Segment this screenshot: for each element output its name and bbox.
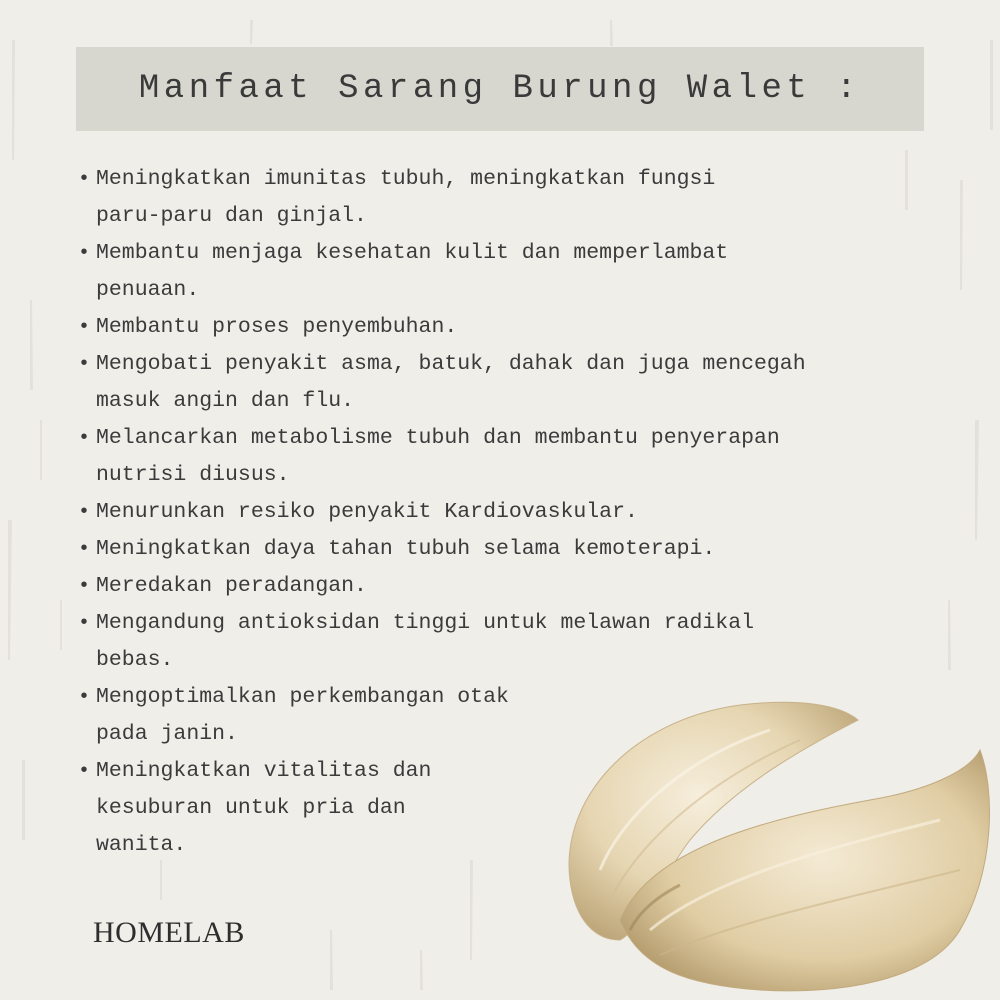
benefit-text: Mengobati penyakit asma, batuk, dahak dan juga mencegah (96, 352, 806, 376)
bullet-icon: • (77, 760, 90, 783)
bullet-icon: • (77, 353, 90, 376)
bullet-icon: • (77, 501, 90, 524)
title-banner (76, 47, 924, 131)
bullet-icon: • (77, 575, 90, 598)
benefit-text: Meningkatkan imunitas tubuh, meningkatkan fungsi (96, 167, 716, 191)
benefit-text: penuaan. (96, 278, 200, 302)
benefit-text: Melancarkan metabolisme tubuh dan membantu penyerapan (96, 426, 780, 450)
benefit-item (77, 235, 926, 309)
benefit-text: Membantu menjaga kesehatan kulit dan memperlambat (96, 241, 729, 265)
benefit-item (77, 161, 926, 235)
benefit-text: wanita. (96, 833, 187, 857)
benefit-text: kesuburan untuk pria dan (96, 796, 406, 820)
benefit-text: Meredakan peradangan. (96, 574, 367, 598)
benefit-text: pada janin. (96, 722, 238, 746)
benefit-item (77, 346, 926, 420)
bullet-icon: • (77, 168, 90, 191)
benefit-item (77, 568, 926, 605)
page-title: Manfaat Sarang Burung Walet : (138, 70, 862, 108)
benefit-text: Meningkatkan vitalitas dan (96, 759, 432, 783)
bullet-icon: • (77, 612, 90, 635)
bird-nest-image (540, 680, 1000, 1000)
bullet-icon: • (77, 242, 90, 265)
bullet-icon: • (77, 538, 90, 561)
benefit-item (77, 605, 926, 679)
benefit-text: bebas. (96, 648, 174, 672)
benefit-item (77, 309, 926, 346)
benefit-text: Menurunkan resiko penyakit Kardiovaskular. (96, 500, 638, 524)
bullet-icon: • (77, 316, 90, 339)
benefit-item (77, 531, 926, 568)
benefit-text: paru-paru dan ginjal. (96, 204, 367, 228)
benefit-text: nutrisi diusus. (96, 463, 290, 487)
benefit-item (77, 420, 926, 494)
benefit-text: Mengoptimalkan perkembangan otak (96, 685, 509, 709)
bullet-icon: • (77, 686, 90, 709)
benefit-item (77, 494, 926, 531)
benefit-text: masuk angin dan flu. (96, 389, 355, 413)
bullet-icon: • (77, 427, 90, 450)
benefit-text: Mengandung antioksidan tinggi untuk melawan radikal (96, 611, 755, 635)
benefit-text: Membantu proses penyembuhan. (96, 315, 458, 339)
brand-logo-text: HOMELAB (93, 916, 245, 949)
benefit-text: Meningkatkan daya tahan tubuh selama kemoterapi. (96, 537, 716, 561)
